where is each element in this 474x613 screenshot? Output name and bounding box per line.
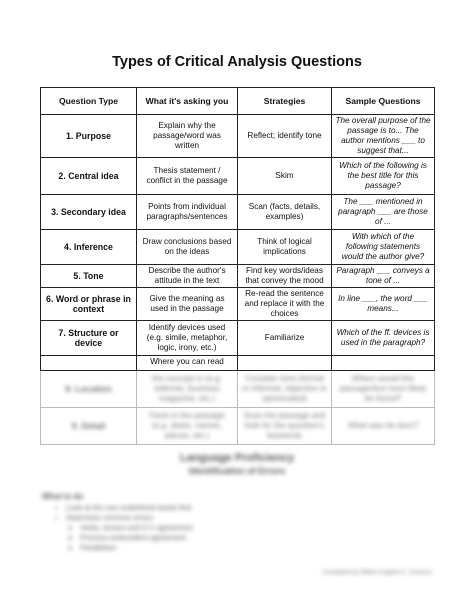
column-header: What it's asking you xyxy=(137,88,238,115)
list-item: • Determine common errors ◦ Verbs, tenses and S-V agreement ◦ Pronoun-antecedent agreement ◦ Parallelism xyxy=(66,513,193,553)
table-row xyxy=(41,265,435,288)
strategy-cell: Reflect; identify tone xyxy=(238,115,332,158)
asking-cell: the concept in (e.g. editorial, business magazine, etc.) xyxy=(137,371,238,408)
sample-question-cell: The overall purpose of the passage is to... The author mentions ___ to suggest that... xyxy=(332,115,435,158)
sample-question-cell: Which of the ff. devices is used in the paragraph? xyxy=(332,321,435,356)
critical-analysis-table xyxy=(40,87,435,445)
column-header: Question Type xyxy=(41,88,137,115)
question-type-cell: 8. Location xyxy=(41,371,137,408)
sample-question-cell: Which of the following is the best title for this passage? xyxy=(332,158,435,195)
table-header-row xyxy=(41,88,435,115)
table-row xyxy=(41,230,435,265)
credit-line: Compiled by Mikko Angelo E. Caramo xyxy=(322,569,432,576)
table-row xyxy=(41,115,435,158)
asking-cell: Draw conclusions based on the ideas xyxy=(137,230,238,265)
question-type-cell: 4. Inference xyxy=(41,230,137,265)
strategy-cell: Re-read the sentence and replace it with the choices xyxy=(238,288,332,321)
instructions-list xyxy=(52,503,193,553)
question-type-cell: 5. Tone xyxy=(41,265,137,288)
strategy-cell: Scan the passage and look for the question's keywords xyxy=(238,408,332,445)
strategy-cell: Familiarize xyxy=(238,321,332,356)
strategy-cell: Scan (facts, details, examples) xyxy=(238,195,332,230)
section-subtitle: Identification of Errors xyxy=(188,466,286,476)
list-item: ◦ Parallelism xyxy=(80,543,193,553)
strategy-cell: Think of logical implications xyxy=(238,230,332,265)
section-title: Language Proficiency xyxy=(179,452,295,464)
column-header: Strategies xyxy=(238,88,332,115)
what-to-do-label: What to do xyxy=(42,492,84,501)
question-type-cell: 6. Word or phrase in context xyxy=(41,288,137,321)
column-header: Sample Questions xyxy=(332,88,435,115)
asking-cell: Describe the author's attitude in the text xyxy=(137,265,238,288)
table-row xyxy=(41,288,435,321)
asking-cell: Facts in the passage (e.g. dates, names, places, etc.) xyxy=(137,408,238,445)
strategy-cell: Find key words/ideas that convey the mood xyxy=(238,265,332,288)
question-type-cell: 1. Purpose xyxy=(41,115,137,158)
asking-cell: Explain why the passage/word was written xyxy=(137,115,238,158)
asking-cell: Give the meaning as used in the passage xyxy=(137,288,238,321)
sample-question-cell: Paragraph ___ conveys a tone of ... xyxy=(332,265,435,288)
table-row xyxy=(41,321,435,356)
question-type-cell: 3. Secondary idea xyxy=(41,195,137,230)
list-item: ◦ Verbs, tenses and S-V agreement xyxy=(80,523,193,533)
table-row xyxy=(41,158,435,195)
question-type-cell: 9. Detail xyxy=(41,408,137,445)
asking-cell: Where you can read xyxy=(137,356,238,371)
strategy-cell: Consider tone (formal or informal, objective or opinionated) xyxy=(238,371,332,408)
sample-question-cell xyxy=(332,356,435,371)
asking-cell: Points from individual paragraphs/sentences xyxy=(137,195,238,230)
table-row xyxy=(41,356,435,371)
asking-cell: Identify devices used (e.g. simile, metaphor, logic, irony, etc.) xyxy=(137,321,238,356)
sample-question-cell: The ___ mentioned in paragraph ___ are those of ... xyxy=(332,195,435,230)
list-item: • Look at the non-underlined words first xyxy=(66,503,193,513)
blurred-table-row xyxy=(41,371,435,408)
page-title: Types of Critical Analysis Questions xyxy=(112,54,362,70)
blurred-table-row xyxy=(41,408,435,445)
question-type-cell: 2. Central idea xyxy=(41,158,137,195)
table-row xyxy=(41,195,435,230)
question-type-cell xyxy=(41,356,137,371)
asking-cell: Thesis statement / conflict in the passage xyxy=(137,158,238,195)
sample-question-cell: In line ___, the word ___ means... xyxy=(332,288,435,321)
sample-question-cell: With which of the following statements would the author give? xyxy=(332,230,435,265)
list-item: ◦ Pronoun-antecedent agreement xyxy=(80,533,193,543)
strategy-cell: Skim xyxy=(238,158,332,195)
question-type-cell: 7. Structure or device xyxy=(41,321,137,356)
sample-question-cell: Where would this passage/text most likely be found? xyxy=(332,371,435,408)
strategy-cell xyxy=(238,356,332,371)
sample-question-cell: What was he born? xyxy=(332,408,435,445)
